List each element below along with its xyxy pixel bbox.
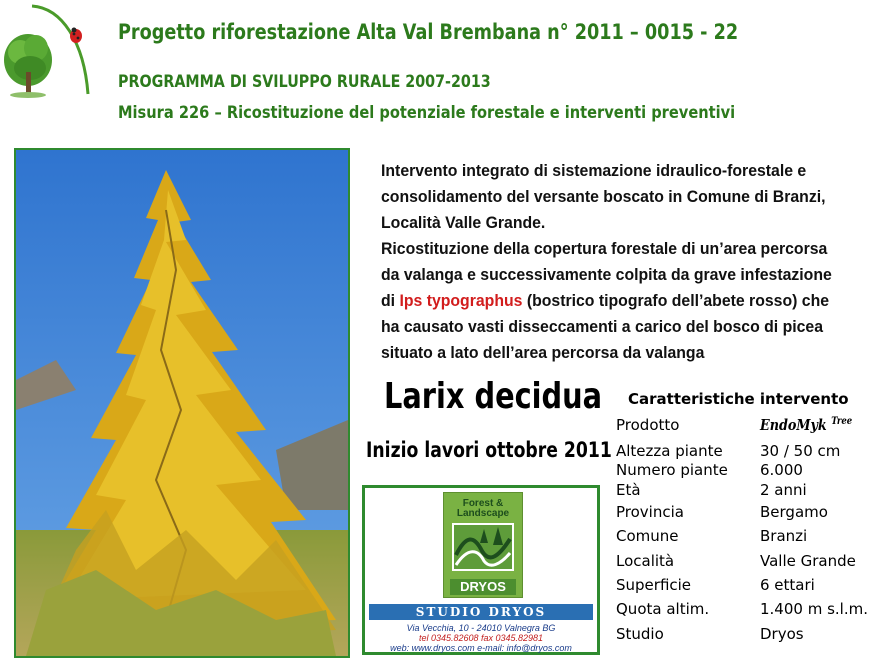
description-line: consolidamento del versante boscato in Comune di Branzi, — [381, 187, 826, 206]
project-title: Progetto riforestazione Alta Val Brembana n° 2011 – 0015 - 22 — [118, 20, 739, 44]
badge-line: Forest & — [462, 498, 504, 509]
characteristic-value: Branzi — [760, 527, 808, 545]
studio-address: Via Vecchia, 10 - 24010 Valnegra BG — [406, 623, 556, 633]
description-line: situato a lato dell’area percorsa da valanga — [381, 343, 705, 362]
larch-photo — [14, 148, 350, 658]
characteristic-value: 2 anni — [760, 481, 807, 499]
description-line: Località Valle Grande. — [381, 213, 546, 232]
description-line: da valanga e successivamente colpita da grave infestazione — [381, 265, 832, 284]
studio-card — [362, 485, 600, 655]
studio-name-bar: STUDIO DRYOS — [369, 604, 593, 620]
description-line: Intervento integrato di sistemazione idraulico-forestale e — [381, 161, 807, 180]
description-text: (bostrico tipografo dell’abete rosso) che — [522, 291, 830, 310]
studio-phones: tel 0345.82608 fax 0345.82981 — [418, 633, 544, 643]
studio-web: web: www.dryos.com e-mail: info@dryos.com — [390, 643, 572, 653]
programme-title: PROGRAMMA DI SVILUPPO RURALE 2007-2013 — [118, 72, 491, 92]
measure-title: Misura 226 – Ricostituzione del potenziale forestale e interventi preventivi — [118, 103, 736, 123]
characteristic-value: Bergamo — [760, 503, 828, 521]
characteristic-label: Comune — [616, 527, 679, 545]
characteristic-label: Superficie — [616, 576, 692, 594]
pest-name-highlight: Ips typographus — [399, 291, 523, 310]
characteristic-label: Prodotto — [616, 416, 680, 434]
characteristic-label: Studio — [616, 625, 664, 643]
characteristic-label: Località — [616, 552, 675, 570]
characteristic-label: Età — [616, 481, 641, 499]
start-date: Inizio lavori ottobre 2011 — [366, 438, 612, 462]
badge-line: Landscape — [456, 508, 510, 519]
product-name: EndoMyk $^{Tree}$ — [760, 416, 853, 434]
intervention-description — [381, 158, 846, 366]
characteristics-title: Caratteristiche intervento — [628, 390, 849, 408]
characteristic-value: 6 ettari — [760, 576, 815, 594]
characteristic-value: Valle Grande — [760, 552, 856, 570]
characteristic-value: 6.000 — [760, 461, 803, 479]
logo-tree-icon — [2, 2, 92, 102]
description-line — [381, 288, 846, 314]
studio-contacts — [369, 623, 593, 653]
description-line: Ricostituzione della copertura forestale di un’area percorsa — [381, 239, 828, 258]
description-text: di — [381, 291, 400, 310]
description-line: ha causato vasti disseccamenti a carico del bosco di picea — [381, 317, 823, 336]
characteristic-label: Provincia — [616, 503, 684, 521]
characteristic-label: Numero piante — [616, 461, 728, 479]
characteristic-label: Altezza piante — [616, 442, 723, 460]
characteristic-value: 30 / 50 cm — [760, 442, 841, 460]
characteristic-value: Dryos — [760, 625, 804, 643]
forest-landscape-icon — [452, 523, 514, 571]
characteristic-value: 1.400 m s.l.m. — [760, 600, 868, 618]
species-name: Larix decidua — [384, 376, 603, 417]
badge-name: DRYOS — [450, 579, 516, 595]
dryos-badge — [443, 492, 523, 598]
characteristic-label: Quota altim. — [616, 600, 710, 618]
